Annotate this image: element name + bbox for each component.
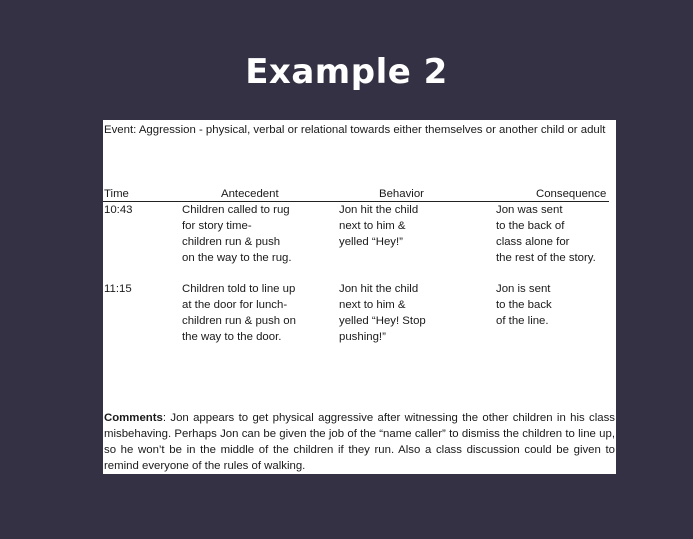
behavior-line: yelled “Hey!” <box>339 236 403 248</box>
header-behavior: Behavior <box>379 188 424 200</box>
comments-text: : Jon appears to get physical aggressive after witnessing the other children in his class misbehaving. Perhaps Jon can be given the job of the “name caller” to dismiss the children to line up, so he won’t be in the middle of the children if they run. Also a class discussion could be given to remind everyone of the rules of walking. <box>104 412 615 472</box>
consequence-line: class alone for <box>496 236 570 248</box>
consequence-line: to the back <box>496 299 552 311</box>
antecedent-line: the way to the door. <box>182 331 282 343</box>
antecedent-line: Children called to rug <box>182 204 290 216</box>
antecedent-line: Children told to line up <box>182 283 296 295</box>
behavior-line: pushing!” <box>339 331 386 343</box>
event-description: Event: Aggression - physical, verbal or relational towards either themselves or another child or adult <box>104 124 606 136</box>
antecedent-line: at the door for lunch- <box>182 299 288 311</box>
antecedent-line: children run & push <box>182 236 281 248</box>
behavior-line: next to him & <box>339 299 406 311</box>
behavior-line: Jon hit the child <box>339 204 419 216</box>
row-time: 11:15 <box>104 283 132 295</box>
consequence-line: Jon was sent <box>496 204 563 216</box>
antecedent-line: for story time- <box>182 220 252 232</box>
row-behavior <box>339 281 489 345</box>
slide-title: Example 2 <box>245 52 448 92</box>
row-consequence <box>496 202 646 266</box>
consequence-line: the rest of the story. <box>496 252 596 264</box>
abc-observation-document <box>103 120 616 474</box>
row-time: 10:43 <box>104 204 133 216</box>
header-antecedent: Antecedent <box>221 188 279 200</box>
row-antecedent <box>182 281 332 345</box>
header-consequence: Consequence <box>536 188 607 200</box>
consequence-line: Jon is sent <box>496 283 551 295</box>
row-antecedent <box>182 202 332 266</box>
antecedent-line: children run & push on <box>182 315 296 327</box>
behavior-line: Jon hit the child <box>339 283 419 295</box>
antecedent-line: on the way to the rug. <box>182 252 292 264</box>
consequence-line: to the back of <box>496 220 565 232</box>
header-time: Time <box>104 188 129 200</box>
consequence-line: of the line. <box>496 315 549 327</box>
comments-label: Comments <box>104 412 163 424</box>
row-consequence <box>496 281 646 329</box>
behavior-line: next to him & <box>339 220 406 232</box>
row-behavior <box>339 202 489 250</box>
behavior-line: yelled “Hey! Stop <box>339 315 426 327</box>
comments-paragraph <box>104 410 615 474</box>
